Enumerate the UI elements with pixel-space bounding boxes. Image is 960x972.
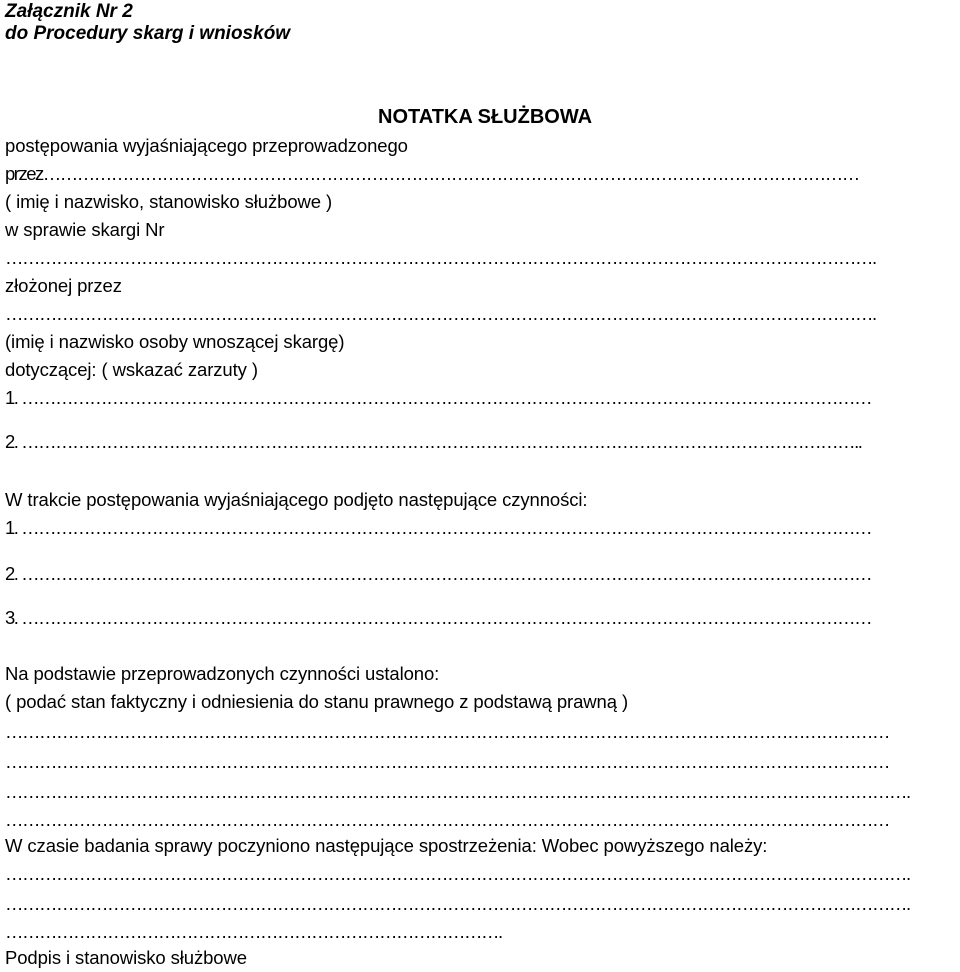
- allegation-item-1: 1. ……………………………………………………………………………………………………………………………………: [5, 387, 872, 408]
- signature-label: Podpis i stanowisko służbowe: [5, 947, 247, 968]
- findings-line-3: …………………………………………………………………………………………………………………………………………….: [5, 781, 910, 802]
- action-item-3: 3. ……………………………………………………………………………………………………………………………………: [5, 607, 872, 628]
- observations-line-1: …………………………………………………………………………………………………………………………………………….: [5, 863, 910, 884]
- conducted-by-caption: ( imię i nazwisko, stanowisko służbowe ): [5, 191, 333, 212]
- filed-by-label: złożonej przez: [5, 275, 122, 296]
- intro-line: postępowania wyjaśniającego przeprowadzonego: [5, 135, 408, 156]
- observations-line-2: …………………………………………………………………………………………………………………………………………….: [5, 893, 910, 914]
- filed-by-line: ……………………………………………………………………………………………………………………………………….: [5, 303, 876, 324]
- allegation-item-2: 2. …………………………………………………………………………………………………………………………………..: [5, 431, 862, 452]
- findings-line-2: …………………………………………………………………………………………………………………………………………: [5, 751, 889, 772]
- conducted-by-line: przez………………………………………………………………………………………………………………………………: [5, 163, 859, 184]
- filed-by-caption: (imię i nazwisko osoby wnoszącej skargę): [5, 331, 345, 352]
- action-item-1: 1. ……………………………………………………………………………………………………………………………………: [5, 517, 872, 538]
- complaint-number-line: ……………………………………………………………………………………………………………………………………….: [5, 247, 876, 268]
- findings-line-1: …………………………………………………………………………………………………………………………………………: [5, 721, 889, 742]
- allegations-label: dotyczącej: ( wskazać zarzuty ): [5, 359, 258, 380]
- findings-subheading: ( podać stan faktyczny i odniesienia do stanu prawnego z podstawą prawną ): [5, 691, 629, 712]
- action-item-2: 2. ……………………………………………………………………………………………………………………………………: [5, 563, 872, 584]
- annex-number: Załącznik Nr 2: [5, 1, 133, 22]
- document-title: NOTATKA SŁUŻBOWA: [378, 106, 593, 128]
- observations-heading: W czasie badania sprawy poczyniono następujące spostrzeżenia: Wobec powyższego należy:: [5, 835, 768, 856]
- findings-line-4: …………………………………………………………………………………………………………………………………………: [5, 809, 889, 830]
- actions-heading: W trakcie postępowania wyjaśniającego podjęto następujące czynności:: [5, 489, 588, 510]
- annex-reference: do Procedury skarg i wniosków: [5, 23, 291, 44]
- observations-line-3: …………………………………………………………………………….: [5, 921, 502, 942]
- findings-heading: Na podstawie przeprowadzonych czynności ustalono:: [5, 663, 440, 684]
- complaint-number-label: w sprawie skargi Nr: [5, 219, 165, 240]
